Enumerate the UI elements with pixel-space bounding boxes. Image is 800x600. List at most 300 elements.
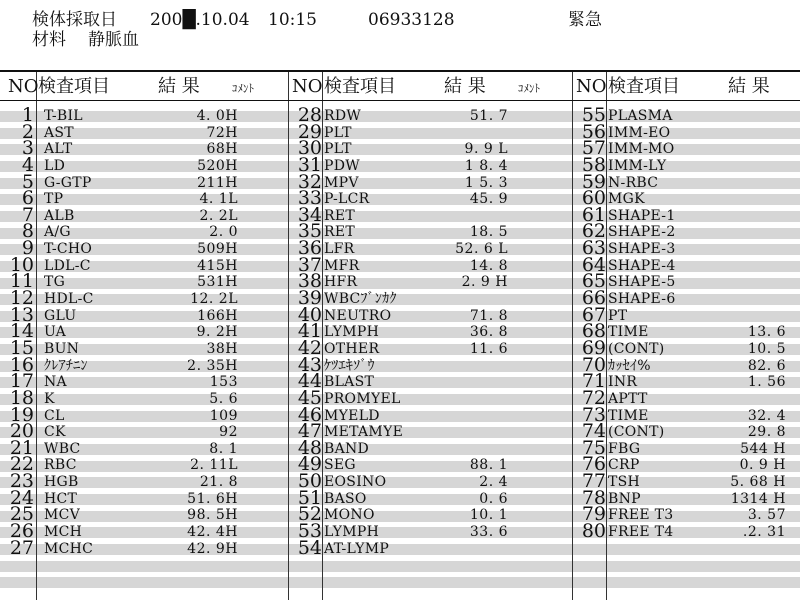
row-number: 2: [21, 120, 34, 143]
test-result-value: 2. 11L: [190, 457, 238, 474]
exam-date-label: 検体採取日: [32, 10, 117, 30]
test-item-name: N-RBC: [608, 174, 659, 191]
row-number: 13: [9, 303, 34, 326]
row-number: 65: [581, 270, 606, 293]
test-result-value: 2. 35H: [187, 357, 238, 374]
test-result-value: 82. 6: [747, 357, 786, 374]
test-result-value: 13. 6: [747, 324, 786, 341]
result-row: [288, 336, 572, 359]
result-row: [572, 187, 800, 210]
row-number: 35: [297, 220, 322, 243]
row-number: 62: [581, 220, 606, 243]
test-item-name: BUN: [44, 340, 80, 357]
result-row: [288, 503, 572, 526]
test-item-name: AST: [44, 124, 74, 141]
result-row: [0, 536, 288, 559]
test-item-name: HFR: [324, 274, 358, 291]
test-item-name: SHAPE-2: [608, 224, 676, 241]
result-row: [0, 287, 288, 310]
test-item-name: GLU: [44, 307, 77, 324]
test-result-value: 42. 4H: [187, 524, 238, 541]
test-result-value: .2. 31: [742, 524, 786, 541]
test-item-name: T-CHO: [44, 241, 93, 258]
row-number: 63: [581, 237, 606, 260]
header-comment: ｺﾒﾝﾄ: [518, 82, 540, 95]
exam-time: 10:15: [268, 10, 317, 30]
test-item-name: (CONT): [608, 340, 665, 357]
row-number: 28: [297, 104, 322, 126]
result-row: [0, 420, 288, 443]
row-number: 71: [581, 370, 606, 393]
result-row: [288, 453, 572, 476]
row-number: 77: [581, 470, 606, 493]
result-row: [572, 386, 800, 409]
result-row: [572, 420, 800, 443]
test-result-value: 36. 8: [469, 324, 508, 341]
result-row: [288, 120, 572, 143]
result-row: [572, 320, 800, 343]
test-item-name: LD: [44, 157, 66, 174]
test-result-value: 211H: [197, 174, 238, 191]
result-row: [572, 253, 800, 276]
row-number: 61: [581, 203, 606, 226]
row-number: 30: [297, 137, 322, 160]
test-result-value: 415H: [197, 257, 238, 274]
result-row: [572, 220, 800, 243]
result-row: [0, 220, 288, 243]
test-result-value: 45. 9: [469, 191, 508, 208]
exam-date: 200█.10.04: [150, 10, 250, 30]
result-row: [288, 203, 572, 226]
result-row: [0, 386, 288, 409]
result-row: [288, 187, 572, 210]
result-row: [288, 253, 572, 276]
test-item-name: OTHER: [324, 340, 380, 357]
test-result-value: 32. 4: [747, 407, 786, 424]
test-result-value: 92: [219, 424, 238, 441]
row-number: 70: [581, 353, 606, 376]
result-row: [288, 403, 572, 426]
test-result-value: 71. 8: [469, 307, 508, 324]
test-item-name: PLASMA: [608, 108, 673, 124]
result-row: [0, 486, 288, 509]
test-item-name: BAND: [324, 440, 370, 457]
result-row: [288, 287, 572, 310]
row-number: 12: [9, 287, 34, 310]
row-number: 17: [9, 370, 34, 393]
result-row: [572, 370, 800, 393]
row-number: 25: [9, 503, 34, 526]
row-number: 48: [297, 436, 322, 459]
row-number: 5: [21, 170, 34, 193]
row-number: 27: [9, 536, 34, 559]
test-item-name: MFR: [324, 257, 360, 274]
row-number: 3: [21, 137, 34, 160]
result-row: [288, 220, 572, 243]
test-item-name: TP: [44, 191, 64, 208]
header-no: NO: [8, 76, 39, 97]
test-result-value: 98. 5H: [187, 507, 238, 524]
test-result-value: 1 5. 3: [464, 174, 508, 191]
result-row: [0, 237, 288, 260]
result-row: [0, 203, 288, 226]
test-item-name: P-LCR: [324, 191, 370, 208]
test-result-value: 2. 9 H: [461, 274, 508, 291]
row-number: 20: [9, 420, 34, 443]
test-item-name: HGB: [44, 474, 79, 491]
test-item-name: MCHC: [44, 540, 94, 557]
row-number: 6: [21, 187, 34, 210]
result-row: [0, 187, 288, 210]
test-item-name: ｹﾂｴｷｿﾞｳ: [324, 357, 375, 374]
test-item-name: ALB: [44, 207, 75, 224]
result-row: [0, 270, 288, 293]
result-row: [0, 370, 288, 393]
result-row: [0, 470, 288, 493]
test-result-value: 5. 68 H: [730, 474, 786, 491]
row-number: 67: [581, 303, 606, 326]
test-item-name: NA: [44, 374, 67, 391]
test-item-name: LYMPH: [324, 524, 380, 541]
test-item-name: MPV: [324, 174, 359, 191]
result-row: [0, 137, 288, 160]
test-result-value: 51. 6H: [187, 490, 238, 507]
test-item-name: CK: [44, 424, 66, 441]
result-row: [0, 153, 288, 176]
test-item-name: RDW: [324, 108, 362, 124]
test-item-name: SHAPE-3: [608, 241, 676, 258]
test-result-value: 51. 7: [469, 108, 508, 124]
row-number: 10: [9, 253, 34, 276]
column-header-group-1: [0, 76, 288, 98]
test-result-value: 544 H: [740, 440, 786, 457]
row-number: 18: [9, 386, 34, 409]
result-row: [0, 253, 288, 276]
result-row: [0, 104, 288, 126]
test-item-name: BASO: [324, 490, 367, 507]
test-item-name: MCH: [44, 524, 83, 541]
test-item-name: CRP: [608, 457, 640, 474]
result-row: [288, 420, 572, 443]
test-item-name: PDW: [324, 157, 360, 174]
priority-label: 緊急: [568, 10, 602, 30]
row-number: 46: [297, 403, 322, 426]
test-item-name: PLT: [324, 141, 352, 158]
test-item-name: PLT: [324, 124, 352, 141]
test-item-name: RBC: [44, 457, 77, 474]
row-number: 74: [581, 420, 606, 443]
result-row: [0, 303, 288, 326]
test-result-value: 14. 8: [469, 257, 508, 274]
header-item: 検査項目: [324, 76, 396, 97]
result-row: [288, 270, 572, 293]
result-row: [572, 486, 800, 509]
test-result-value: 72H: [206, 124, 238, 141]
result-row: [0, 320, 288, 343]
row-number: 9: [21, 237, 34, 260]
test-item-name: K: [44, 390, 55, 407]
header-result: 結 果: [158, 76, 200, 97]
result-row: [288, 370, 572, 393]
result-row: [572, 270, 800, 293]
header-item: 検査項目: [608, 76, 680, 97]
test-item-name: MYELD: [324, 407, 380, 424]
test-item-name: SHAPE-4: [608, 257, 676, 274]
result-row: [572, 336, 800, 359]
test-item-name: A/G: [44, 224, 71, 241]
test-item-name: FREE T4: [608, 524, 674, 541]
row-number: 1: [21, 104, 34, 126]
result-row: [0, 520, 288, 543]
result-row: [572, 104, 800, 126]
row-number: 66: [581, 287, 606, 310]
row-number: 68: [581, 320, 606, 343]
row-number: 41: [297, 320, 322, 343]
results-column-2: [288, 104, 572, 559]
result-row: [572, 237, 800, 260]
row-number: 50: [297, 470, 322, 493]
test-item-name: SHAPE-1: [608, 207, 676, 224]
row-number: 54: [297, 536, 322, 559]
test-result-value: 1 8. 4: [464, 157, 508, 174]
result-row: [0, 436, 288, 459]
test-item-name: TIME: [608, 407, 649, 424]
test-result-value: 5. 6: [209, 390, 238, 407]
test-item-name: TIME: [608, 324, 649, 341]
test-item-name: G-GTP: [44, 174, 92, 191]
test-result-value: 10. 1: [469, 507, 508, 524]
test-item-name: AT-LYMP: [324, 540, 390, 557]
test-item-name: IMM-MO: [608, 141, 675, 158]
test-result-value: 9. 2H: [196, 324, 238, 341]
row-number: 49: [297, 453, 322, 476]
result-row: [288, 137, 572, 160]
test-result-value: 520H: [197, 157, 238, 174]
row-number: 64: [581, 253, 606, 276]
row-stripe: [0, 577, 800, 588]
row-number: 29: [297, 120, 322, 143]
test-item-name: APTT: [608, 390, 648, 407]
test-item-name: IMM-EO: [608, 124, 671, 141]
test-result-value: 531H: [197, 274, 238, 291]
column-header-rule: [0, 100, 800, 101]
test-item-name: PT: [608, 307, 628, 324]
test-result-value: 8. 1: [209, 440, 238, 457]
result-row: [288, 536, 572, 559]
row-number: 51: [297, 486, 322, 509]
test-item-name: TSH: [608, 474, 641, 491]
test-item-name: ALT: [44, 141, 73, 158]
test-result-value: 52. 6 L: [455, 241, 508, 258]
row-number: 26: [9, 520, 34, 543]
row-number: 57: [581, 137, 606, 160]
test-item-name: WBCﾌﾞﾝｶｸ: [324, 291, 397, 308]
test-result-value: 2. 0: [209, 224, 238, 241]
test-result-value: 33. 6: [469, 524, 508, 541]
row-number: 53: [297, 520, 322, 543]
test-result-value: 29. 8: [747, 424, 786, 441]
row-number: 58: [581, 153, 606, 176]
test-item-name: HDL-C: [44, 291, 94, 308]
test-item-name: (CONT): [608, 424, 665, 441]
test-result-value: 3. 57: [747, 507, 786, 524]
result-row: [288, 320, 572, 343]
test-item-name: NEUTRO: [324, 307, 392, 324]
result-row: [288, 104, 572, 126]
test-item-name: ｶｯｾｲ%: [608, 357, 651, 374]
result-row: [572, 137, 800, 160]
row-number: 42: [297, 336, 322, 359]
result-row: [0, 403, 288, 426]
row-number: 55: [581, 104, 606, 126]
row-number: 37: [297, 253, 322, 276]
column-header-group-3: [572, 76, 800, 98]
row-number: 40: [297, 303, 322, 326]
result-row: [0, 170, 288, 193]
test-item-name: BLAST: [324, 374, 375, 391]
row-number: 79: [581, 503, 606, 526]
sample-id: 06933128: [368, 10, 455, 30]
result-row: [288, 520, 572, 543]
test-item-name: TG: [44, 274, 66, 291]
test-item-name: RET: [324, 224, 355, 241]
result-row: [572, 353, 800, 376]
row-number: 33: [297, 187, 322, 210]
row-number: 69: [581, 336, 606, 359]
row-number: 7: [21, 203, 34, 226]
row-number: 23: [9, 470, 34, 493]
row-number: 32: [297, 170, 322, 193]
row-number: 38: [297, 270, 322, 293]
test-item-name: SEG: [324, 457, 356, 474]
test-result-value: 12. 2L: [190, 291, 238, 308]
header-item: 検査項目: [38, 76, 110, 97]
test-item-name: MGK: [608, 191, 645, 208]
test-result-value: 9. 9 L: [464, 141, 508, 158]
test-item-name: BNP: [608, 490, 641, 507]
test-item-name: LFR: [324, 241, 355, 258]
test-result-value: 21. 8: [199, 474, 238, 491]
header-result: 結 果: [444, 76, 486, 97]
test-item-name: MONO: [324, 507, 375, 524]
test-item-name: MCV: [44, 507, 81, 524]
test-item-name: LYMPH: [324, 324, 380, 341]
row-number: 43: [297, 353, 322, 376]
test-result-value: 1. 56: [747, 374, 786, 391]
result-row: [572, 120, 800, 143]
test-item-name: T-BIL: [44, 108, 83, 124]
result-row: [288, 436, 572, 459]
result-row: [0, 336, 288, 359]
test-item-name: UA: [44, 324, 67, 341]
header-result: 結 果: [728, 76, 770, 97]
result-row: [572, 470, 800, 493]
test-item-name: ｸﾚｱﾁﾆﾝ: [44, 357, 88, 374]
test-item-name: PROMYEL: [324, 390, 401, 407]
row-number: 45: [297, 386, 322, 409]
row-number: 31: [297, 153, 322, 176]
result-row: [572, 503, 800, 526]
test-result-value: 10. 5: [747, 340, 786, 357]
material-label: 材料: [32, 30, 66, 50]
result-row: [288, 386, 572, 409]
row-number: 39: [297, 287, 322, 310]
result-row: [572, 453, 800, 476]
row-number: 72: [581, 386, 606, 409]
result-row: [288, 170, 572, 193]
test-result-value: 109: [209, 407, 238, 424]
test-result-value: 166H: [197, 307, 238, 324]
result-row: [288, 470, 572, 493]
row-number: 52: [297, 503, 322, 526]
test-item-name: SHAPE-5: [608, 274, 676, 291]
test-result-value: 509H: [197, 241, 238, 258]
row-number: 11: [9, 270, 34, 293]
test-item-name: HCT: [44, 490, 78, 507]
result-row: [0, 453, 288, 476]
result-row: [572, 287, 800, 310]
row-number: 4: [21, 153, 34, 176]
row-number: 34: [297, 203, 322, 226]
row-number: 15: [9, 336, 34, 359]
row-number: 8: [21, 220, 34, 243]
row-number: 78: [581, 486, 606, 509]
row-number: 60: [581, 187, 606, 210]
row-number: 73: [581, 403, 606, 426]
test-item-name: INR: [608, 374, 638, 391]
row-number: 76: [581, 453, 606, 476]
row-number: 36: [297, 237, 322, 260]
test-result-value: 38H: [206, 340, 238, 357]
test-item-name: FBG: [608, 440, 641, 457]
result-row: [288, 486, 572, 509]
row-number: 75: [581, 436, 606, 459]
result-row: [0, 503, 288, 526]
test-result-value: 11. 6: [469, 340, 508, 357]
test-result-value: 0. 6: [479, 490, 508, 507]
header-comment: ｺﾒﾝﾄ: [232, 82, 254, 95]
header-no: NO: [292, 76, 323, 97]
result-row: [0, 120, 288, 143]
result-row: [0, 353, 288, 376]
test-result-value: 42. 9H: [187, 540, 238, 557]
row-number: 19: [9, 403, 34, 426]
column-header-group-2: [288, 76, 572, 98]
test-item-name: FREE T3: [608, 507, 674, 524]
test-item-name: SHAPE-6: [608, 291, 676, 308]
test-item-name: LDL-C: [44, 257, 91, 274]
test-item-name: METAMYE: [324, 424, 404, 441]
row-number: 21: [9, 436, 34, 459]
result-row: [572, 170, 800, 193]
result-row: [572, 153, 800, 176]
results-column-3: [572, 104, 800, 543]
test-result-value: 2. 4: [479, 474, 508, 491]
row-number: 44: [297, 370, 322, 393]
row-number: 14: [9, 320, 34, 343]
test-result-value: 0. 9 H: [739, 457, 786, 474]
test-result-value: 4. 0H: [196, 108, 238, 124]
row-number: 80: [581, 520, 606, 543]
results-column-1: [0, 104, 288, 559]
test-result-value: 153: [209, 374, 238, 391]
material-value: 静脈血: [88, 30, 139, 50]
result-row: [572, 520, 800, 543]
row-number: 47: [297, 420, 322, 443]
test-item-name: IMM-LY: [608, 157, 667, 174]
test-result-value: 18. 5: [469, 224, 508, 241]
test-result-value: 2. 2L: [199, 207, 238, 224]
